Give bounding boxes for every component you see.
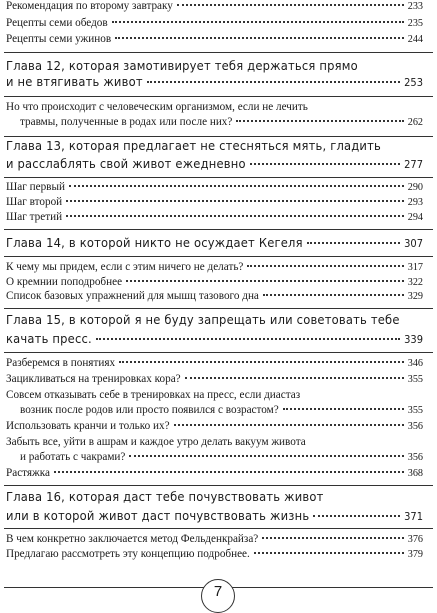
toc-entry[interactable] [6, 181, 423, 193]
toc-entry[interactable] [6, 533, 423, 545]
toc-page-number: 290 [407, 182, 423, 193]
chapter-heading[interactable] [6, 236, 423, 251]
leader-dots [66, 200, 404, 202]
chapter-heading[interactable] [6, 75, 423, 90]
leader-dots [247, 265, 403, 267]
section-divider [4, 177, 433, 178]
leader-dots [262, 537, 403, 539]
toc-entry[interactable] [6, 276, 423, 288]
leader-dots [115, 37, 404, 39]
toc-page-number: 253 [404, 76, 423, 89]
leader-dots [96, 338, 400, 340]
toc-entry-title: Но что происходит с человеческим организмом, если не лечить [6, 101, 308, 113]
toc-entry-title: Рецепты семи обедов [6, 17, 108, 29]
toc-entry[interactable] [6, 17, 423, 29]
toc-page-number: 244 [407, 34, 423, 45]
section-divider [4, 229, 433, 230]
toc-entry-title: Шаг второй [6, 196, 63, 208]
leader-dots [313, 515, 400, 517]
chapter-title: Глава 16, которая даст тебе почувствовать живот [6, 490, 324, 505]
leader-dots [254, 552, 404, 554]
toc-entry[interactable] [6, 389, 423, 401]
toc-entry[interactable] [6, 196, 423, 208]
toc-page-number: 376 [407, 534, 423, 545]
section-divider [4, 52, 433, 53]
leader-dots [174, 424, 404, 426]
toc-page-number: 355 [407, 405, 423, 416]
chapter-title: Глава 12, которая замотивирует тебя держаться прямо [6, 59, 358, 74]
leader-dots [177, 4, 404, 6]
toc-entry-title: травмы, полученные в родах или после них? [20, 116, 233, 128]
chapter-title: и расслаблять свой живот ежедневно [6, 157, 246, 172]
toc-entry-title: Рекомендация по второму завтраку [6, 0, 173, 12]
toc-page-number: 233 [407, 1, 423, 12]
toc-page-number: 262 [407, 117, 423, 128]
toc-page-number: 293 [407, 197, 423, 208]
chapter-title: Глава 15, в которой я не буду запрещать или советовать тебе [6, 313, 400, 328]
toc-page-number: 356 [407, 421, 423, 432]
chapter-heading[interactable] [6, 313, 423, 328]
toc-entry-title: Зацикливаться на тренировках кора? [6, 373, 181, 385]
page-number-badge: 7 [201, 579, 235, 613]
leader-dots [112, 21, 404, 23]
toc-entry[interactable] [6, 261, 423, 273]
toc-entry[interactable] [6, 436, 423, 448]
leader-dots [263, 294, 404, 296]
section-divider [4, 485, 433, 486]
toc-page-number: 371 [404, 510, 423, 523]
toc-entry-title: Список базовых упражнений для мышц тазового дна [6, 290, 259, 302]
chapter-title: и не втягивать живот [6, 75, 143, 90]
toc-page-number: 356 [407, 452, 423, 463]
leader-dots [69, 185, 404, 187]
toc-entry[interactable] [6, 420, 423, 432]
toc-entry-title: Рецепты семи ужинов [6, 33, 112, 45]
chapter-heading[interactable] [6, 490, 423, 505]
leader-dots [66, 215, 404, 217]
leader-dots [54, 471, 404, 473]
chapter-heading[interactable] [6, 139, 423, 154]
section-divider [4, 352, 433, 353]
leader-dots [185, 377, 404, 379]
toc-entry-title: В чем конкретно заключается метод Фельденкрайза? [6, 533, 259, 545]
toc-entry[interactable] [6, 404, 423, 416]
toc-entry-title: Шаг третий [6, 211, 63, 223]
section-divider [4, 96, 433, 97]
toc-entry[interactable] [6, 290, 423, 302]
toc-entry[interactable] [6, 211, 423, 223]
leader-dots [126, 280, 404, 282]
toc-entry[interactable] [6, 467, 423, 479]
toc-entry[interactable] [6, 33, 423, 45]
toc-page-number: 317 [407, 262, 423, 273]
toc-entry-title: Совсем отказывать себе в тренировках на пресс, если диастаз [6, 389, 301, 401]
toc-page-number: 322 [407, 277, 423, 288]
toc-entry-title: Разберемся в понятиях [6, 357, 116, 369]
toc-page-number: 379 [407, 549, 423, 560]
toc-page-number: 235 [407, 18, 423, 29]
toc-entry-title: Шаг первый [6, 181, 65, 193]
section-divider [4, 256, 433, 257]
toc-entry-title: К чему мы придем, если с этим ничего не делать? [6, 261, 244, 273]
toc-entry[interactable] [6, 548, 423, 560]
toc-entry[interactable] [6, 451, 423, 463]
leader-dots [236, 120, 403, 122]
toc-page-number: 346 [407, 358, 423, 369]
section-divider [4, 308, 433, 309]
toc-page-number: 368 [407, 468, 423, 479]
toc-page-number: 339 [404, 333, 423, 346]
toc-entry-title: и работать с чакрами? [20, 451, 126, 463]
section-divider [4, 136, 433, 137]
leader-dots [147, 81, 400, 83]
chapter-heading[interactable] [6, 332, 423, 347]
toc-entry[interactable] [6, 116, 423, 128]
toc-entry-title: Предлагаю рассмотреть эту концепцию подробнее. [6, 548, 250, 560]
leader-dots [129, 455, 403, 457]
toc-entry[interactable] [6, 357, 423, 369]
leader-dots [283, 408, 404, 410]
toc-entry[interactable] [6, 0, 423, 12]
chapter-title: качать пресс. [6, 332, 92, 347]
leader-dots [250, 163, 400, 165]
toc-entry-title: О кремнии поподробнее [6, 276, 123, 288]
section-divider [4, 528, 433, 529]
toc-page-number: 307 [404, 237, 423, 250]
toc-entry-title: возник после родов или просто появился с возрастом? [20, 404, 279, 416]
chapter-heading[interactable] [6, 59, 423, 74]
leader-dots [119, 361, 404, 363]
toc-entry-title: Растяжка [6, 467, 51, 479]
toc-entry-title: Забыть все, уйти в ашрам и каждое утро делать вакуум живота [6, 436, 306, 448]
chapter-heading[interactable] [6, 157, 423, 172]
toc-page-number: 277 [404, 158, 423, 171]
chapter-title: Глава 14, в которой никто не осуждает Кегеля [6, 236, 303, 251]
toc-entry[interactable] [6, 373, 423, 385]
leader-dots [307, 242, 400, 244]
chapter-title: или в которой живот даст почувствовать жизнь [6, 509, 310, 524]
toc-entry[interactable] [6, 101, 423, 113]
toc-entry-title: Использовать кранчи и только их? [6, 420, 170, 432]
chapter-title: Глава 13, которая предлагает не стесняться мять, гладить [6, 139, 382, 154]
toc-page-number: 294 [407, 212, 423, 223]
toc-page-number: 329 [407, 291, 423, 302]
chapter-heading[interactable] [6, 509, 423, 524]
toc-page-number: 355 [407, 374, 423, 385]
